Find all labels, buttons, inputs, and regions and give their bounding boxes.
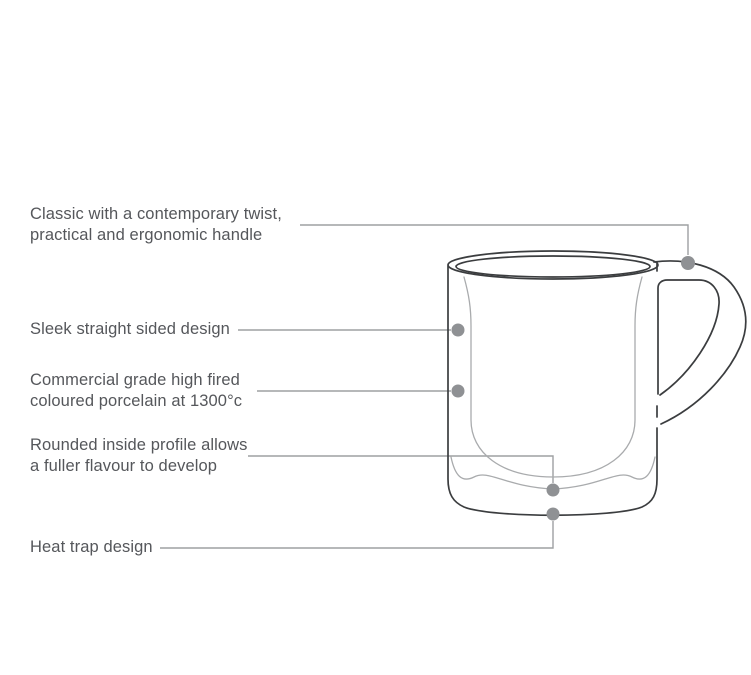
callout-label-porcelain [30, 370, 242, 412]
callout-dot-inside-profile [547, 484, 560, 497]
callout-label-line: Classic with a contemporary twist, [30, 205, 282, 223]
mug-outline [448, 251, 746, 515]
callout-label-line: Commercial grade high fired [30, 371, 240, 389]
callout-label-handle [30, 204, 282, 246]
handle-outer-curve [654, 261, 746, 424]
callout-dot-sides [452, 324, 465, 337]
callout-label-line: Sleek straight sided design [30, 320, 230, 338]
handle-inner-hole [658, 280, 719, 395]
callout-dot-heat-trap [547, 508, 560, 521]
leader-line-handle [300, 225, 688, 255]
inner-wall-and-bowl-line [464, 277, 642, 477]
callout-dot-porcelain [452, 385, 465, 398]
rim-inner-ellipse [456, 256, 650, 277]
callout-label-line: Heat trap design [30, 538, 153, 556]
leader-line-heat-trap [160, 521, 553, 548]
callout-label-line: a fuller flavour to develop [30, 457, 218, 475]
callout-label-line: Rounded inside profile allows [30, 436, 248, 454]
callout-label-sides [30, 319, 230, 340]
callout-label-heat-trap [30, 537, 153, 558]
callout-label-line: coloured porcelain at 1300°c [30, 392, 243, 410]
callout-dot-handle [681, 256, 695, 270]
callout-label-inside-profile [30, 435, 248, 477]
callout-label-line: practical and ergonomic handle [30, 226, 263, 244]
